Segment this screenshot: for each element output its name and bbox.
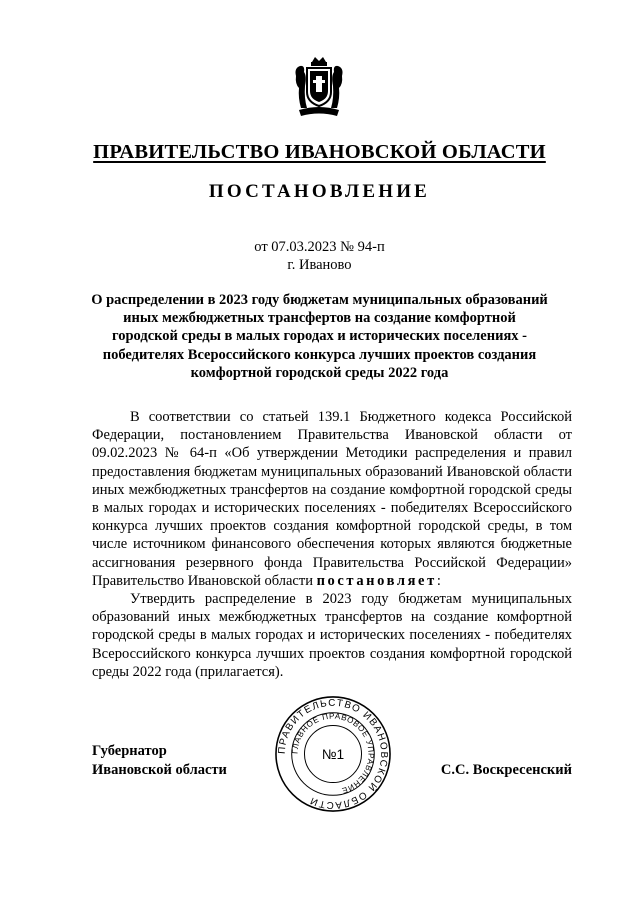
decree-colon: :	[436, 572, 441, 589]
signatory-name: С.С. Воскресенский	[440, 762, 572, 778]
stamp-outer-text: ПРАВИТЕЛЬСТВО ИВАНОВСКОЙ ОБЛАСТИ	[276, 697, 390, 811]
title-line: победителях Всероссийского конкурса лучших проектов создания	[102, 346, 537, 363]
document-meta	[0, 238, 639, 274]
title-line: комфортной городской среды 2022 года	[190, 364, 449, 381]
document-body	[92, 408, 572, 681]
position-line: Ивановской области	[92, 761, 227, 778]
paragraph-text: В соответствии со статьей 139.1 Бюджетного кодекса Российской Федерации, постановлением Правительства Ивановской области от 09.02.2023 № 64-п «Об утверждении Методики распределения и правил предоставления бюджетам муниципальных образований Ивановской области иных межбюджетных трансфертов на создание комфортной городской среды в малых городах и исторических поселениях - победителях Всероссийского конкурса лучших проектов создания комфортной городской среды, в том числе источником финансового обеспечения которых являются бюджетные ассигнования резервного фонда Правительства Российской Федерации» Правительство Ивановской области	[92, 409, 572, 589]
position-line: Губернатор	[92, 743, 167, 759]
body-paragraph-1	[92, 408, 572, 590]
document-title	[80, 291, 559, 382]
body-paragraph-2: Утвердить распределение в 2023 году бюджетам муниципальных образований иных межбюджетных трансфертов на создание комфортной городской среды в малых городах и исторических поселениях - победителях Всероссийского конкурса лучших проектов создания комфортной городской среды 2022 года (прилагается).	[92, 591, 572, 680]
document-type: ПОСТАНОВЛЕНИЕ	[208, 181, 431, 202]
stamp-inner-text: ГЛАВНОЕ ПРАВОВОЕ УПРАВЛЕНИЕ	[290, 711, 376, 796]
date-and-number: от 07.03.2023 № 94-п	[254, 239, 385, 255]
official-stamp	[274, 695, 392, 813]
city: г. Иваново	[287, 257, 352, 273]
title-line: иных межбюджетных трансфертов на создание комфортной	[123, 310, 516, 327]
organization-name: ПРАВИТЕЛЬСТВО ИВАНОВСКОЙ ОБЛАСТИ	[93, 141, 546, 163]
decree-word: постановляет	[316, 572, 437, 589]
title-line: городской среды в малых городах и исторических поселениях -	[112, 328, 527, 345]
signatory-position	[92, 742, 227, 779]
stamp-number: №1	[321, 746, 345, 762]
title-line: О распределении в 2023 году бюджетам муниципальных образований	[91, 292, 548, 308]
coat-of-arms-icon	[293, 56, 345, 118]
